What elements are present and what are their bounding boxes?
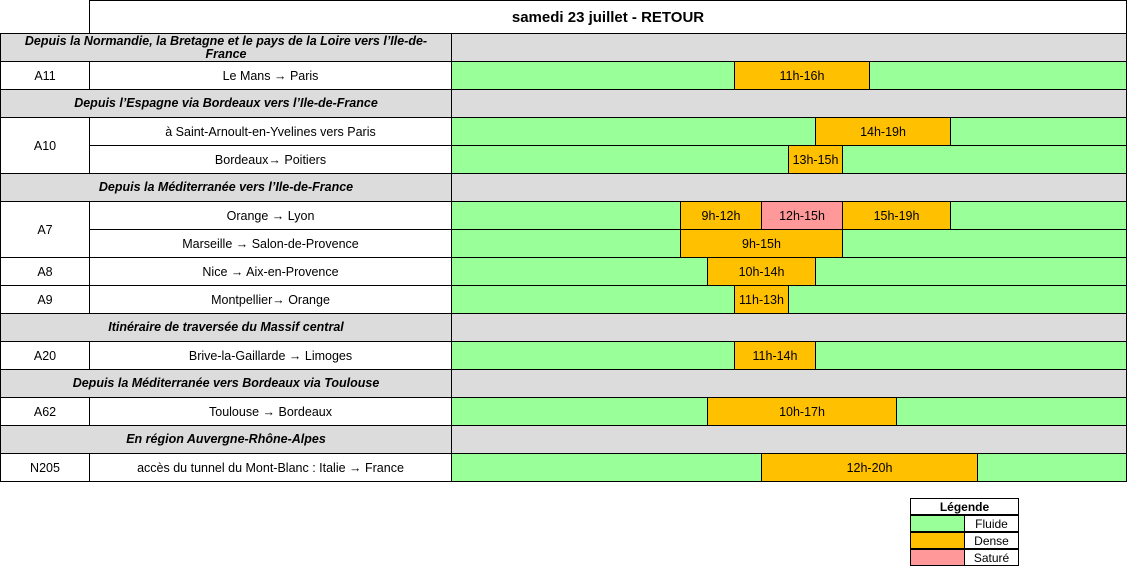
route-name: Toulouse → Bordeaux — [89, 397, 452, 426]
timeline-bar — [451, 145, 1127, 174]
road-code: A8 — [0, 257, 90, 286]
road-code: A20 — [0, 341, 90, 370]
legend-swatch-sature — [911, 550, 965, 565]
period-dense: 12h-20h — [761, 454, 978, 481]
period-dense: 10h-17h — [707, 398, 897, 425]
period-dense: 11h-13h — [734, 286, 789, 313]
legend-label-dense: Dense — [974, 533, 1009, 548]
route-name: Montpellier→ Orange — [89, 285, 452, 314]
timeline-bar — [451, 397, 1127, 426]
route-name: Marseille → Salon-de-Provence — [89, 229, 452, 258]
route-name: Nice → Aix-en-Provence — [89, 257, 452, 286]
section-band — [451, 173, 1127, 202]
timeline-bar — [451, 341, 1127, 370]
road-code: A9 — [0, 285, 90, 314]
road-code: A7 — [0, 201, 90, 258]
section-title: En région Auvergne-Rhône-Alpes — [0, 425, 452, 454]
route-name: Orange → Lyon — [89, 201, 452, 230]
route-name: à Saint-Arnoult-en-Yvelines vers Paris — [89, 117, 452, 146]
section-title: Itinéraire de traversée du Massif central — [0, 313, 452, 342]
period-dense: 11h-14h — [734, 342, 816, 369]
section-title: Depuis l’Espagne via Bordeaux vers l’Ile-de-France — [0, 89, 452, 118]
period-dense: 14h-19h — [815, 118, 951, 145]
legend-label-fluide: Fluide — [975, 516, 1008, 531]
period-dense: 9h-12h — [680, 202, 762, 229]
section-band — [451, 425, 1127, 454]
road-code: A62 — [0, 397, 90, 426]
legend-item-dense — [910, 532, 1019, 549]
section-band — [451, 369, 1127, 398]
road-code: A11 — [0, 61, 90, 90]
period-dense: 15h-19h — [842, 202, 951, 229]
period-dense: 10h-14h — [707, 258, 816, 285]
period-sature: 12h-15h — [761, 202, 843, 229]
timeline-bar — [451, 257, 1127, 286]
timeline-bar — [451, 453, 1127, 482]
timeline-bar — [451, 201, 1127, 230]
section-band — [451, 313, 1127, 342]
legend-item-fluide — [910, 515, 1019, 532]
road-code: N205 — [0, 453, 90, 482]
road-code: A10 — [0, 117, 90, 174]
legend-item-sature — [910, 549, 1019, 566]
table-title: samedi 23 juillet - RETOUR — [89, 0, 1127, 34]
timeline-bar — [451, 61, 1127, 90]
route-name: Brive-la-Gaillarde → Limoges — [89, 341, 452, 370]
section-title: Depuis la Normandie, la Bretagne et le pays de la Loire vers l’Ile-de-France — [0, 33, 452, 62]
route-name: accès du tunnel du Mont-Blanc : Italie → France — [89, 453, 452, 482]
period-dense: 11h-16h — [734, 62, 870, 89]
legend-label-sature: Saturé — [973, 550, 1010, 565]
timeline-bar — [451, 117, 1127, 146]
section-title: Depuis la Méditerranée vers l’Ile-de-France — [0, 173, 452, 202]
legend-swatch-dense — [911, 533, 965, 548]
route-name: Bordeaux→ Poitiers — [89, 145, 452, 174]
section-title: Depuis la Méditerranée vers Bordeaux via Toulouse — [0, 369, 452, 398]
timeline-bar — [451, 285, 1127, 314]
period-dense: 9h-15h — [680, 230, 843, 257]
period-dense: 13h-15h — [788, 146, 843, 173]
timeline-bar — [451, 229, 1127, 258]
section-band — [451, 33, 1127, 62]
legend-title: Légende — [910, 498, 1019, 515]
legend-swatch-fluide — [911, 516, 965, 531]
section-band — [451, 89, 1127, 118]
route-name: Le Mans → Paris — [89, 61, 452, 90]
